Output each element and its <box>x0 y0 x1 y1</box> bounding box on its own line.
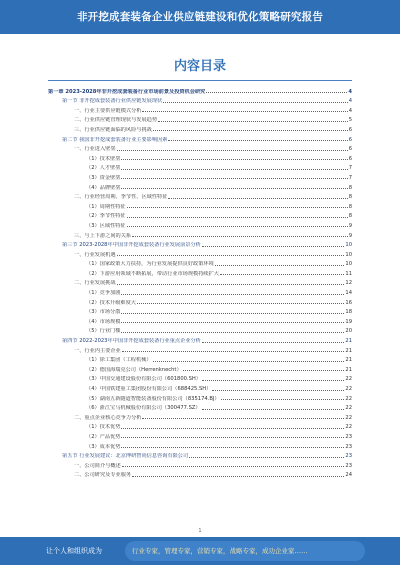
toc-entry-page: 22 <box>345 395 352 402</box>
toc-entry[interactable] <box>48 334 352 344</box>
toc-entry[interactable] <box>48 344 352 354</box>
header-bar <box>0 0 400 34</box>
document-title: 非开挖成套装备企业供应链建设和优化策略研究报告 <box>76 11 324 23</box>
toc-entry[interactable] <box>48 123 352 133</box>
toc-entry-page: 6 <box>348 146 352 153</box>
toc-entry-title: （2）人才壁垒 <box>86 165 121 172</box>
toc-entry-title: （1）技术壁垒 <box>86 155 121 162</box>
toc-entry-page: 18 <box>345 309 352 316</box>
toc-entry[interactable] <box>48 411 352 421</box>
toc-entry-page: 23 <box>345 443 352 450</box>
toc-entry-title: 第一节 非开挖成套装备行业供应链发展现状 <box>62 98 163 105</box>
toc-entry[interactable] <box>48 325 352 335</box>
toc-leader-dots <box>122 466 345 467</box>
toc-entry[interactable] <box>48 363 352 373</box>
toc-leader-dots <box>117 284 345 285</box>
table-of-contents <box>48 85 352 478</box>
toc-entry[interactable] <box>48 104 352 114</box>
toc-leader-dots <box>142 111 347 112</box>
toc-leader-dots <box>206 92 347 93</box>
toc-entry[interactable] <box>48 133 352 143</box>
toc-entry-page: 22 <box>345 376 352 383</box>
toc-entry-page: 19 <box>345 318 352 325</box>
toc-entry-title: （2）产品优势 <box>86 433 121 440</box>
toc-entry-page: 23 <box>345 433 352 440</box>
toc-entry-title: （1）国家政策大力扶持，为行业发展提供良好政策环境 <box>86 261 214 268</box>
toc-leader-dots <box>117 150 348 151</box>
toc-entry-title: （1）周期性特征 <box>86 203 126 210</box>
toc-entry[interactable] <box>48 143 352 153</box>
toc-entry-page: 21 <box>345 347 352 354</box>
toc-entry-title: （4）市场规模 <box>86 318 121 325</box>
toc-entry[interactable] <box>48 402 352 412</box>
toc-entry-title: 第一章 2023-2028年非开挖成套装备行业市场前景及投资机会研究 <box>48 88 206 95</box>
toc-leader-dots <box>121 169 347 170</box>
toc-entry[interactable] <box>48 248 352 258</box>
toc-leader-dots <box>121 159 347 160</box>
toc-entry[interactable] <box>48 421 352 431</box>
toc-entry[interactable] <box>48 85 352 95</box>
toc-leader-dots <box>202 380 344 381</box>
toc-entry-title: 二、行业经营周期、季节性、区域性特征 <box>74 194 168 201</box>
toc-entry-page: 7 <box>348 174 352 181</box>
toc-entry-page: 10 <box>345 242 352 249</box>
page-number: 1 <box>198 528 202 534</box>
toc-entry-title: （5）行业门槛 <box>86 328 121 335</box>
toc-entry-title: （6）浙江宝马机械股份有限公司（300477.SZ） <box>86 405 201 412</box>
toc-entry-title: 一、行业主要供应链模式分析 <box>74 107 142 114</box>
toc-leader-dots <box>121 332 344 333</box>
toc-entry[interactable] <box>48 210 352 220</box>
toc-entry[interactable] <box>48 171 352 181</box>
toc-entry-title: 二、行业供应链管理现状与发展趋势 <box>74 117 158 124</box>
toc-leader-dots <box>127 226 348 227</box>
toc-entry[interactable] <box>48 277 352 287</box>
toc-leader-dots <box>153 361 345 362</box>
toc-leader-dots <box>121 437 344 438</box>
toc-leader-dots <box>221 399 345 400</box>
toc-entry[interactable] <box>48 181 352 191</box>
toc-heading: 内容目录 <box>173 59 226 74</box>
toc-leader-dots <box>220 274 344 275</box>
toc-leader-dots <box>117 255 345 256</box>
footer-slogan-left: 让个人和组织成为 <box>46 547 102 555</box>
toc-leader-dots <box>121 188 347 189</box>
toc-entry-page: 8 <box>348 213 352 220</box>
toc-entry[interactable] <box>48 219 352 229</box>
toc-leader-dots <box>189 457 344 458</box>
toc-entry[interactable] <box>48 162 352 172</box>
toc-entry-title: 一、行业内主要企业 <box>74 347 121 354</box>
toc-entry-page: 4 <box>348 98 352 105</box>
toc-entry-page: 21 <box>345 357 352 364</box>
toc-entry[interactable] <box>48 239 352 249</box>
toc-entry[interactable] <box>48 469 352 479</box>
toc-leader-dots <box>121 428 344 429</box>
toc-leader-dots <box>132 236 348 237</box>
toc-entry[interactable] <box>48 392 352 402</box>
toc-leader-dots <box>122 351 345 352</box>
toc-entry-title: 一、公司简介与概述 <box>74 462 121 469</box>
toc-entry-page: 9 <box>348 232 352 239</box>
toc-entry-page: 21 <box>345 366 352 373</box>
toc-entry-title: 一、行业进入壁垒 <box>74 146 116 153</box>
toc-entry-page: 8 <box>348 203 352 210</box>
toc-entry-title: 第五节 行业发展建议：北京博研智尚信息咨询有限公司 <box>62 453 189 460</box>
toc-entry-page: 16 <box>345 299 352 306</box>
toc-entry-page: 6 <box>348 126 352 133</box>
toc-entry-title: （2）季节性特征 <box>86 213 126 220</box>
toc-leader-dots <box>202 246 345 247</box>
toc-entry-title: 二、行业发展挑战 <box>74 280 116 287</box>
toc-entry[interactable] <box>48 296 352 306</box>
toc-entry-page: 22 <box>345 386 352 392</box>
toc-entry-title: （4）中国铁建重工集团股份有限公司（688425.SH） <box>86 386 212 392</box>
toc-leader-dots <box>212 390 344 391</box>
toc-entry-page: 4 <box>348 88 352 95</box>
toc-entry[interactable] <box>48 440 352 450</box>
toc-leader-dots <box>121 313 344 314</box>
toc-entry[interactable] <box>48 200 352 210</box>
toc-leader-dots <box>121 294 344 295</box>
toc-leader-dots <box>121 447 344 448</box>
toc-leader-dots <box>168 198 347 199</box>
toc-entry[interactable] <box>48 382 352 392</box>
footer-bar <box>0 537 400 565</box>
toc-entry-page: 8 <box>348 194 352 201</box>
toc-entry-page: 24 <box>345 472 352 479</box>
toc-leader-dots <box>121 178 347 179</box>
toc-entry[interactable] <box>48 373 352 383</box>
toc-entry-title: 二、公司研究及专业服务 <box>74 472 132 479</box>
toc-leader-dots <box>137 303 344 304</box>
toc-entry-title: （3）中国交通建设股份有限公司（601800.SH） <box>86 376 201 383</box>
toc-leader-dots <box>158 121 348 122</box>
toc-leader-dots <box>163 102 347 103</box>
toc-entry[interactable] <box>48 191 352 201</box>
toc-leader-dots <box>183 370 345 371</box>
toc-entry-title: （5）湖南五新隧道智能装备股份有限公司（835174.BJ） <box>86 395 220 402</box>
toc-entry-page: 23 <box>345 453 352 460</box>
toc-entry-title: （2）下游应用领域不断拓展，带动行业市场规模持续扩大 <box>86 270 219 277</box>
toc-entry-page: 20 <box>345 328 352 335</box>
toc-entry[interactable] <box>48 114 352 124</box>
toc-leader-dots <box>215 265 345 266</box>
toc-entry[interactable] <box>48 95 352 105</box>
toc-entry[interactable] <box>48 258 352 268</box>
toc-entry-title: 第四节 2022-2023年中国非开挖成套装备行业重点企业分析 <box>62 338 201 345</box>
toc-entry-page: 21 <box>345 338 352 345</box>
toc-entry-page: 5 <box>348 117 352 124</box>
toc-entry-title: 一、行业发展机遇 <box>74 251 116 258</box>
toc-entry-title: （1）技术优势 <box>86 424 121 431</box>
toc-entry[interactable] <box>48 267 352 277</box>
toc-entry-page: 7 <box>348 165 352 172</box>
toc-entry-title: （1）竞争加剧 <box>86 290 121 297</box>
toc-entry-page: 6 <box>348 155 352 162</box>
toc-entry-title: 第二节 我国非开挖成套装备行业主要影响因素 <box>62 136 168 143</box>
toc-entry[interactable] <box>48 430 352 440</box>
toc-leader-dots <box>121 322 344 323</box>
toc-leader-dots <box>202 342 345 343</box>
toc-leader-dots <box>127 207 348 208</box>
toc-leader-dots <box>142 418 344 419</box>
toc-entry-page: 11 <box>345 270 352 277</box>
toc-entry-page: 22 <box>345 424 352 431</box>
toc-entry-page: 6 <box>348 136 352 143</box>
toc-entry-title: （2）德国海瑞克公司（Herrenknecht） <box>86 366 182 373</box>
toc-entry[interactable] <box>48 152 352 162</box>
toc-entry-page: 22 <box>345 414 352 421</box>
toc-entry-page: 22 <box>345 405 352 412</box>
toc-divider <box>48 80 352 81</box>
toc-entry-title: （2）技术升级难度大 <box>86 299 136 306</box>
toc-entry-title: （3）成本优势 <box>86 443 121 450</box>
toc-entry-page: 8 <box>348 184 352 191</box>
toc-entry-title: （4）品牌壁垒 <box>86 184 121 191</box>
toc-entry-page: 9 <box>348 222 352 229</box>
toc-leader-dots <box>132 476 344 477</box>
toc-entry[interactable] <box>48 306 352 316</box>
toc-entry-title: 第三节 2023-2028年中国非开挖成套装备行业发展前景分析 <box>62 242 201 249</box>
toc-entry-title: 二、重点企业核心竞争力分析 <box>74 414 142 421</box>
toc-entry-page: 14 <box>345 290 352 297</box>
footer-slogan-right: 行业专家，管理专家，营销专家，战略专家，成功企业家…… <box>132 547 308 555</box>
toc-entry[interactable] <box>48 229 352 239</box>
toc-entry-title: （3）资金壁垒 <box>86 174 121 181</box>
toc-entry-title: 三、行业供应链面临的风险与挑战 <box>74 126 152 133</box>
toc-leader-dots <box>127 217 348 218</box>
toc-entry-page: 10 <box>345 261 352 268</box>
toc-entry-page: 23 <box>345 462 352 469</box>
toc-entry-page: 10 <box>345 251 352 258</box>
toc-entry-title: （3）区域性特征 <box>86 222 126 229</box>
toc-entry-title: 三、与上下游之间的关系 <box>74 232 132 239</box>
toc-leader-dots <box>153 130 348 131</box>
toc-leader-dots <box>168 140 347 141</box>
toc-entry-page: 12 <box>345 280 352 287</box>
toc-entry[interactable] <box>48 315 352 325</box>
toc-entry-title: （1）徐工集团（工程机械） <box>86 357 152 364</box>
toc-entry[interactable] <box>48 286 352 296</box>
toc-entry[interactable] <box>48 450 352 460</box>
toc-entry[interactable] <box>48 354 352 364</box>
toc-entry-title: （3）市场分散 <box>86 309 121 316</box>
toc-entry-page: 4 <box>348 107 352 114</box>
toc-entry[interactable] <box>48 459 352 469</box>
toc-leader-dots <box>202 409 345 410</box>
